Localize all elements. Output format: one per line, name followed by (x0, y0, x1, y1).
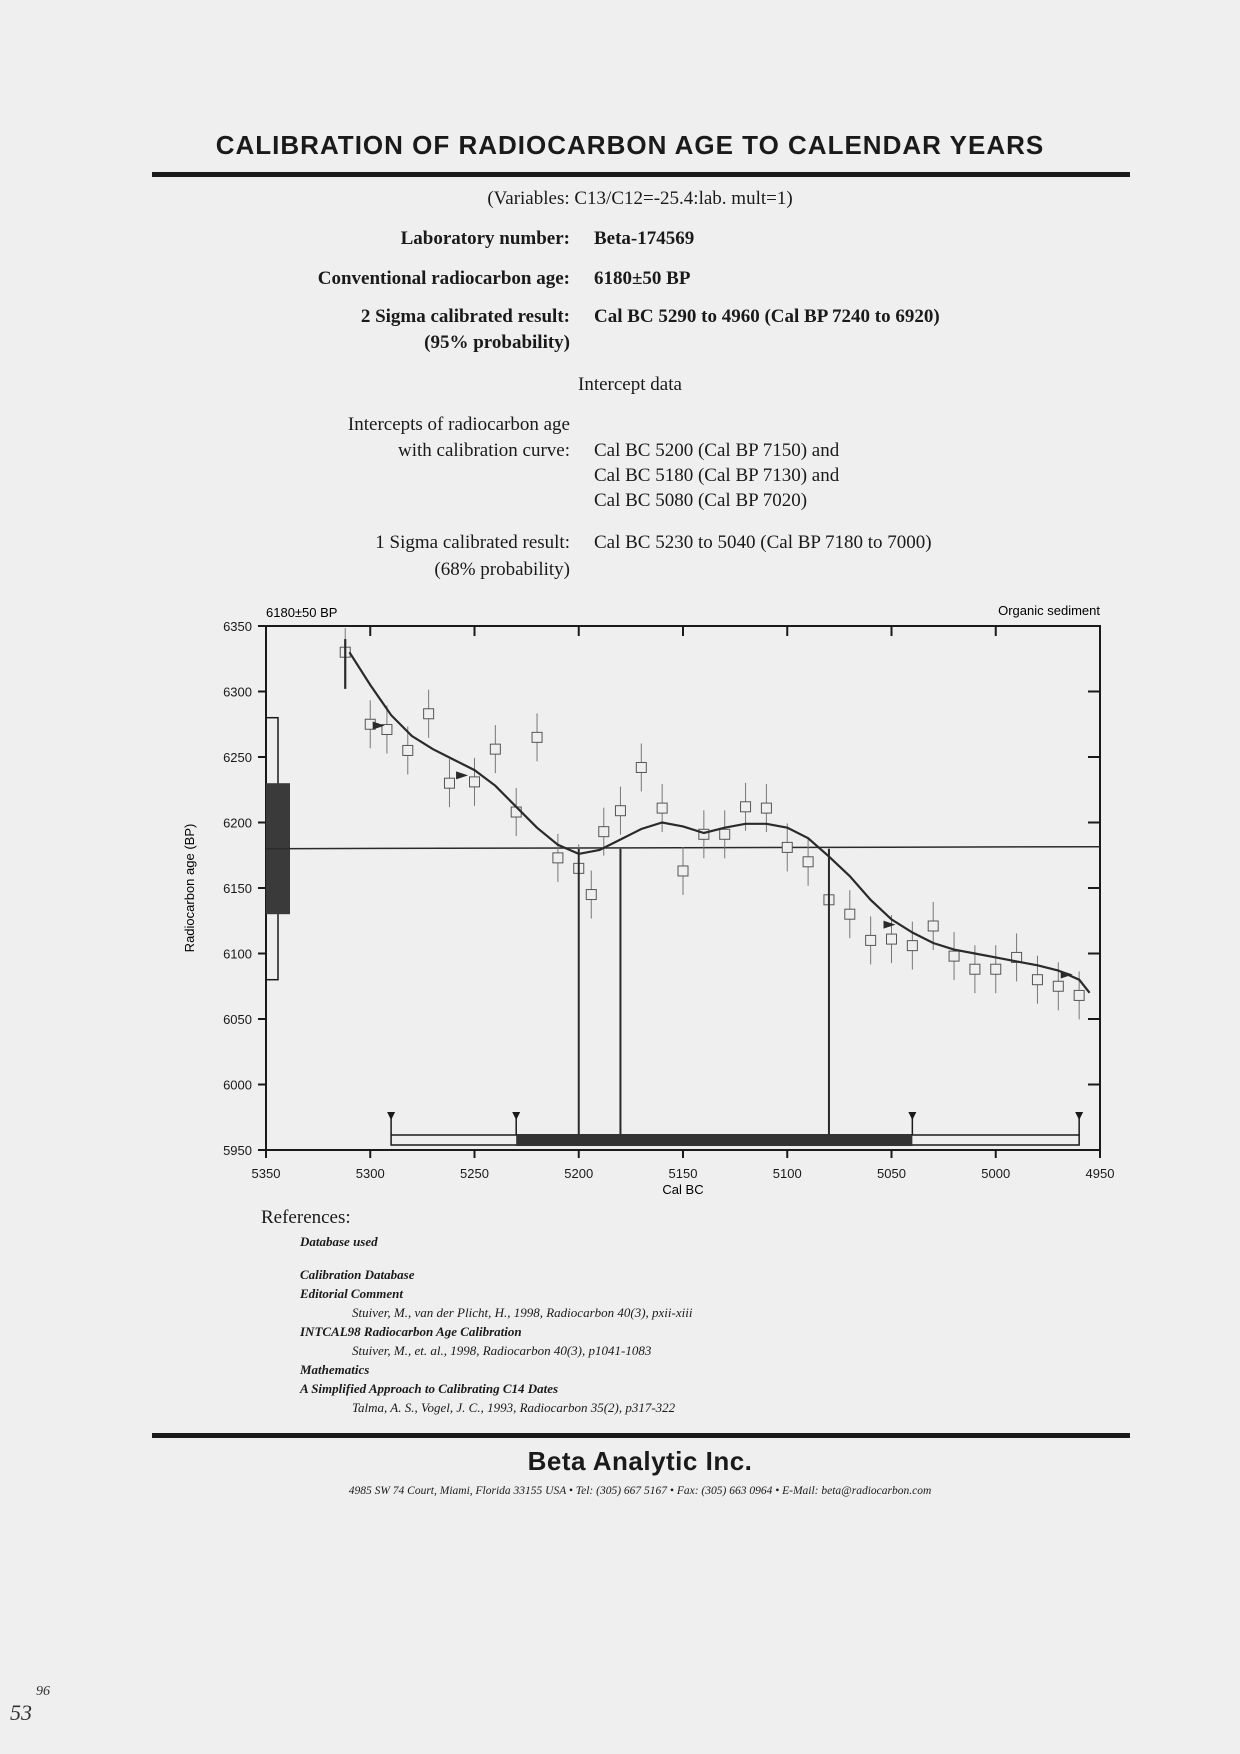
one-sigma-range-bar (516, 1134, 912, 1146)
data-point (403, 745, 413, 755)
x-tick-label: 5350 (251, 1166, 281, 1181)
intercept-line-2: Cal BC 5180 (Cal BP 7130) and (594, 465, 840, 486)
range-marker-arrow (512, 1112, 520, 1120)
y-tick-label: 6250 (223, 750, 252, 765)
intercepts-label-2: with calibration curve: (398, 440, 570, 461)
data-point (1032, 975, 1042, 985)
x-tick-label: 5200 (564, 1166, 594, 1181)
data-point (636, 762, 646, 772)
y-axis-label: Radiocarbon age (BP) (182, 823, 197, 953)
intercepts-label-1: Intercepts of radiocarbon age (347, 414, 570, 435)
reference-line: Stuiver, M., et. al., 1998, Radiocarbon 40(3), p1041-1083 (352, 1343, 652, 1358)
y-tick-label: 6100 (223, 946, 252, 962)
intercept-heading: Intercept data (578, 374, 682, 395)
curve-arrow-marker (456, 771, 468, 779)
conventional-age-label: Conventional radiocarbon age: (317, 268, 570, 289)
data-point (599, 827, 609, 837)
x-tick-label: 4950 (1085, 1166, 1115, 1181)
chart-title-right: Organic sediment (998, 603, 1100, 618)
company-address: 4985 SW 74 Court, Miami, Florida 33155 USA • Tel: (305) 667 5167 • Fax: (305) 663 0964 • E-Mail: beta@radiocarbon.com (348, 1485, 932, 1497)
data-point (1074, 990, 1084, 1000)
curve-arrow-marker (1061, 970, 1073, 978)
intercept-line-1: Cal BC 5200 (Cal BP 7150) and (594, 440, 840, 461)
references-heading: References: (261, 1207, 351, 1228)
x-tick-label: 5150 (668, 1166, 698, 1181)
data-point (678, 866, 688, 876)
reference-line: Editorial Comment (300, 1286, 403, 1301)
reference-line: Mathematics (300, 1362, 370, 1377)
y-tick-label: 5950 (223, 1143, 252, 1158)
footer-rule (152, 1433, 1130, 1438)
data-point (511, 807, 521, 817)
handwritten-note: 53 (10, 1700, 32, 1725)
data-point (553, 853, 563, 863)
data-point (490, 744, 500, 754)
data-point (907, 941, 917, 951)
y-tick-label: 6350 (223, 619, 252, 634)
x-tick-label: 5050 (877, 1166, 906, 1181)
reference-line: Stuiver, M., van der Plicht, H., 1998, Radiocarbon 40(3), pxii-xiii (352, 1305, 693, 1320)
references-list (300, 1232, 692, 1417)
two-sigma-sublabel: (95% probability) (424, 332, 570, 353)
two-sigma-label: 2 Sigma calibrated result: (360, 306, 570, 327)
data-point (970, 964, 980, 974)
one-sigma-label: 1 Sigma calibrated result: (375, 532, 570, 553)
handwritten-note-superscript: 96 (36, 1684, 50, 1699)
data-point (444, 778, 454, 788)
y-tick-label: 6050 (223, 1012, 252, 1027)
x-tick-label: 5300 (355, 1166, 385, 1181)
data-point (949, 951, 959, 961)
data-point (382, 724, 392, 734)
reference-line (300, 1251, 692, 1265)
y-tick-label: 6200 (223, 815, 252, 831)
intercept-line-3: Cal BC 5080 (Cal BP 7020) (594, 490, 808, 511)
report-title: CALIBRATION OF RADIOCARBON AGE TO CALENDAR YEARS (215, 130, 1045, 160)
one-sigma-sublabel: (68% probability) (434, 559, 570, 580)
data-point (720, 829, 730, 839)
x-tick-label: 5100 (772, 1166, 802, 1181)
data-point (928, 921, 938, 931)
x-axis-label: Cal BC (662, 1182, 704, 1197)
range-marker-arrow (387, 1112, 395, 1120)
x-tick-label: 5250 (460, 1166, 489, 1181)
data-point (657, 803, 667, 813)
reference-line: INTCAL98 Radiocarbon Age Calibration (300, 1324, 522, 1339)
data-point (470, 777, 480, 787)
data-point (803, 857, 813, 867)
reference-line: Talma, A. S., Vogel, J. C., 1993, Radiocarbon 35(2), p317-322 (352, 1400, 676, 1415)
y-tick-label: 6300 (223, 684, 252, 700)
data-point (761, 803, 771, 813)
data-point (845, 909, 855, 919)
data-point (866, 935, 876, 945)
chart-title-left: 6180±50 BP (266, 605, 338, 620)
two-sigma-value: Cal BC 5290 to 4960 (Cal BP 7240 to 6920) (594, 306, 940, 327)
data-point (1053, 981, 1063, 991)
range-marker-arrow (908, 1112, 916, 1120)
variables-line: (Variables: C13/C12=-25.4:lab. mult=1) (487, 188, 793, 209)
data-point (782, 842, 792, 852)
reference-line: A Simplified Approach to Calibrating C14 Dates (300, 1381, 559, 1396)
range-marker-arrow (1075, 1112, 1083, 1120)
lab-number-value: Beta-174569 (594, 228, 695, 249)
y-tick-label: 6000 (223, 1077, 252, 1093)
data-point (991, 964, 1001, 974)
data-point (532, 732, 542, 742)
x-tick-label: 5000 (981, 1166, 1011, 1181)
data-point (887, 934, 897, 944)
y-tick-label: 6150 (223, 881, 252, 896)
data-point (424, 709, 434, 719)
reference-line: Calibration Database (300, 1267, 415, 1282)
company-name: Beta Analytic Inc. (527, 1446, 753, 1476)
reference-line: Database used (300, 1234, 378, 1249)
data-point (741, 802, 751, 812)
data-point (586, 890, 596, 900)
data-point (615, 806, 625, 816)
conventional-age-value: 6180±50 BP (594, 268, 691, 289)
lab-number-label: Laboratory number: (400, 228, 570, 249)
one-sigma-value: Cal BC 5230 to 5040 (Cal BP 7180 to 7000) (594, 532, 932, 553)
calibration-curve (349, 652, 1089, 993)
